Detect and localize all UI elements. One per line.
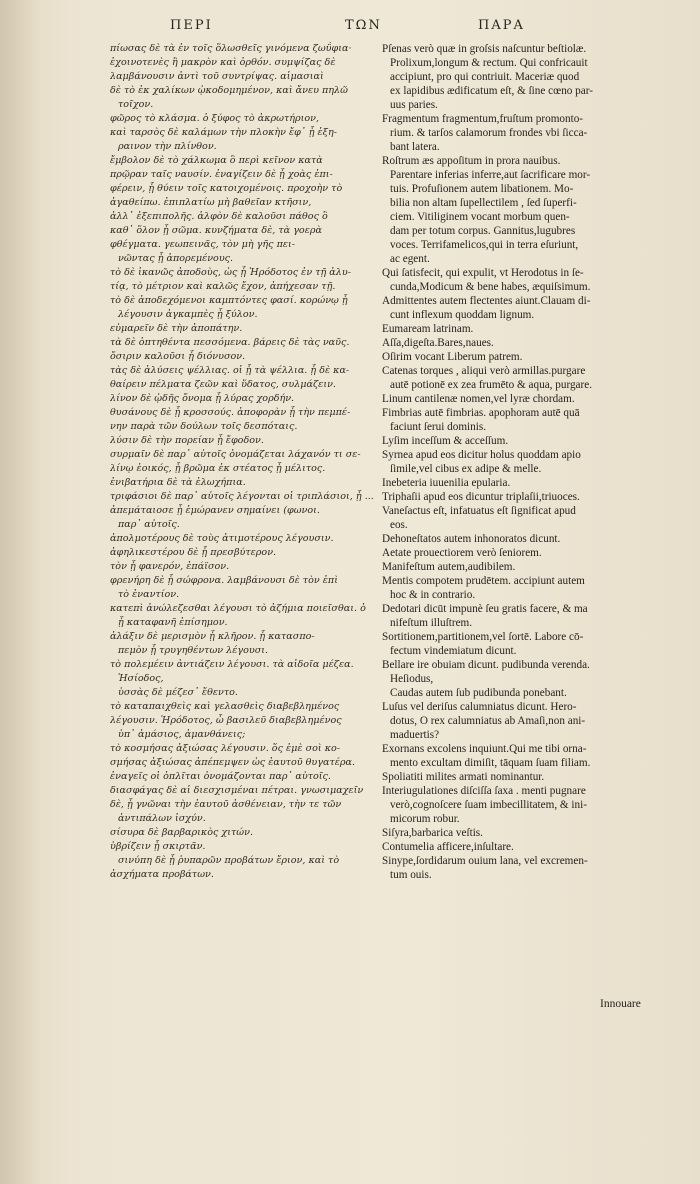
greek-line: ἐνιβατήρια δὲ τὰ ἐλωχήπια. bbox=[110, 477, 246, 488]
latin-line: ex lapidibus ædificatum eſt, & ſine cœno par- bbox=[390, 85, 593, 97]
latin-line: micorum robur. bbox=[390, 813, 460, 825]
greek-line: τὸ πολεμέειν ἀντιάζειν λέγουσι. τὰ αἰδοῖα μέζεα. bbox=[110, 659, 354, 670]
latin-line: Catenas torques , aliqui verò armillas.purgare bbox=[382, 365, 586, 377]
greek-line: ἀλάξιν δὲ μερισμὸν ᾗ κλῆρον. ᾗ κατασπο- bbox=[110, 631, 315, 642]
greek-line: τὸ δὲ ἀποδεχόμενοι καμπτόντες φασί. κορώνῳ ᾗ bbox=[110, 295, 348, 306]
latin-line: Contumelia afficere,inſultare. bbox=[382, 841, 514, 853]
latin-line: verò,cognoſcere ſuam imbecillitatem, & ini- bbox=[390, 799, 587, 811]
greek-line: ἀντιπάλων ἰσχύν. bbox=[118, 813, 206, 824]
latin-line: bant latera. bbox=[390, 141, 440, 153]
latin-line: Dehoneſtatos autem inhonoratos dicunt. bbox=[382, 533, 561, 545]
greek-line: λέγουσιν. Ἡρόδοτος, ὦ βασιλεῦ διαβεβλημένος bbox=[110, 715, 342, 726]
latin-line: Qui ſatisfecit, qui expulit, vt Herodotus in ſe- bbox=[382, 267, 584, 279]
greek-line: τοῖχον. bbox=[118, 99, 154, 110]
greek-line: σμήσας ἀξιώσας ἀπέπεμψεν ὡς ἑαυτοῦ θυγατέρα. bbox=[110, 757, 356, 768]
latin-line: accipiunt, pro qui contriuit. Maceriæ quod bbox=[390, 71, 580, 83]
greek-line: ἐναγεῖς οἱ ὁπλῖται ὀνομάζονται παρ᾽ αὐτοῖς. bbox=[110, 771, 331, 782]
greek-line: τὸ κοσμήσας ἀξιώσας λέγουσιν. ὅς ἐμὲ σοὶ κο- bbox=[110, 743, 341, 754]
greek-line: ραινον τὴν πλίνθον. bbox=[118, 141, 217, 152]
greek-line: ἀσχήματα προβάτων. bbox=[110, 869, 214, 880]
latin-line: Sinype,ſordidarum ouium lana, vel excremen- bbox=[382, 855, 588, 867]
latin-line: maduertis? bbox=[390, 729, 440, 741]
greek-line: φθέγματα. γεωπεινᾶς, τὸν μὴ γῆς πει- bbox=[110, 239, 296, 250]
header-left: ΠΕΡΙ bbox=[170, 18, 213, 33]
latin-line: tum ouis. bbox=[390, 869, 432, 881]
latin-line: Interiugulationes diſciſſa ſaxa . menti pugnare bbox=[382, 785, 586, 797]
latin-line: mento excultam dimiſit, tāquam ſuam filiam. bbox=[390, 757, 591, 769]
greek-line: λίνον δὲ ᾠδῆς ὄνομα ᾗ λύρας χορδήν. bbox=[110, 393, 295, 404]
latin-line: uus paries. bbox=[390, 99, 438, 111]
greek-line: τὸ ἐναντίον. bbox=[118, 589, 180, 600]
latin-line: Caudas autem ſub pudibunda ponebant. bbox=[390, 687, 567, 699]
greek-line: εὐμαρεῖν δὲ τὴν ἀποπάτην. bbox=[110, 323, 243, 334]
latin-line: Roſtrum æs appoſitum in prora nauibus. bbox=[382, 155, 561, 167]
greek-line: τριφάσιοι δὲ παρ᾽ αὐτοῖς λέγονται οἱ τριπλάσιοι, ᾗ ... bbox=[110, 491, 374, 502]
running-header bbox=[0, 18, 700, 42]
greek-line: φρενήρη δὲ ᾗ σώφρονα. λαμβάνουσι δὲ τὸν ἐπὶ bbox=[110, 575, 338, 586]
latin-line: autē potionē ex zea frumēto & aqua, purgare. bbox=[390, 379, 593, 391]
greek-line: θυσάνους δὲ ᾗ κροσσούς. ἀποφορὰν ᾗ τὴν πεμπέ- bbox=[110, 407, 351, 418]
header-right: ΠΑΡΑ bbox=[478, 18, 525, 33]
greek-line: φῶρος τὸ κλάσμα. ὁ ξύφος τὸ ἀκρωτήριον, bbox=[110, 113, 320, 124]
latin-line: dam per totum corpus. Gannitus,lugubres bbox=[390, 225, 576, 237]
latin-line: ac egent. bbox=[390, 253, 430, 265]
greek-line: πρῷραν ταῖς ναυσίν. ἐναγίζειν δὲ ᾗ χοὰς ἐπι- bbox=[110, 169, 333, 180]
latin-line: Triphaſii apud eos dicuntur triplaſii,triuoces. bbox=[382, 491, 580, 503]
greek-line: φέρειν, ᾗ θύειν τοῖς κατοιχομένοις. προχοὴν τὸ bbox=[110, 183, 343, 194]
latin-line: Manifeſtum autem,audibilem. bbox=[382, 561, 516, 573]
greek-line: ἀλλ᾽ ἐξεπιπολῆς. ἀλφὸν δὲ καλοῦσι πάθος ὃ bbox=[110, 211, 328, 222]
greek-line: ὑβρίζειν ᾗ σκιρτᾶν. bbox=[110, 841, 206, 852]
greek-line: ὑπ᾽ ἀμάσιος, ἀμανθάνεις; bbox=[118, 729, 246, 740]
greek-line: ὄσιριν καλοῦσι ᾗ διόνυσον. bbox=[110, 351, 246, 362]
greek-line: ἔμβολον δὲ τὸ χάλκωμα ὃ περὶ κεῖνον κατὰ bbox=[110, 155, 323, 166]
greek-line: σίσυρα δὲ βαρβαρικὸς χιτών. bbox=[110, 827, 254, 838]
greek-line: πεμὸν ᾗ τρυγηθέντων λέγουσι. bbox=[118, 645, 269, 656]
greek-line: διασφάγας δὲ αἱ διεσχισμέναι πέτραι. γνωσιμαχεῖν bbox=[110, 785, 364, 796]
greek-line: καὶ ταρσὸς δὲ καλάμων τὴν πλοκὴν ἔφ᾽ ᾗ ἐξη- bbox=[110, 127, 337, 138]
latin-line: Inebeteria iuuenilia epularia. bbox=[382, 477, 511, 489]
greek-line: λύσιν δὲ τὴν πορείαν ᾗ ἔφοδον. bbox=[110, 435, 264, 446]
greek-line: πίωσας δὲ τὰ ἐν τοῖς ὅλωσθεῖς γινόμενα ζωΰφια· bbox=[110, 43, 352, 54]
latin-line: Spoliatiti milites armati nominantur. bbox=[382, 771, 545, 783]
latin-line: hoc & in contrario. bbox=[390, 589, 476, 601]
latin-line: Parentare inferias inferre,aut ſacrificare mor- bbox=[390, 169, 591, 181]
greek-line: ἀγαθείπω. ἐπιπλατίω μὴ βαθεῖαν κτῆσιν, bbox=[110, 197, 312, 208]
latin-line: ciem. Vitiliginem vocant morbum quen- bbox=[390, 211, 570, 223]
header-middle: ΤΩΝ bbox=[345, 18, 382, 33]
latin-line: Syrnea apud eos dicitur holus quoddam apio bbox=[382, 449, 581, 461]
greek-line: συρμαῖν δὲ παρ᾽ αὐτοῖς ὀνομάζεται λάχανόν τι σε- bbox=[110, 449, 361, 460]
greek-line: δὲ τὸ ἐκ χαλίκων ᾠκοδομημένον, καὶ ἄνευ πηλῶ bbox=[110, 85, 348, 96]
greek-line: τὸ δὲ ἱκανῶς ἀποδοὺς, ὡς ᾗ Ἡρόδοτος ἐν τῇ ἀλυ- bbox=[110, 267, 351, 278]
latin-line: nifeſtum illuſtrem. bbox=[390, 617, 473, 629]
latin-line: fectum vindemiatum dicunt. bbox=[390, 645, 517, 657]
latin-line: Exornans excolens inquiunt.Qui me tibi orna- bbox=[382, 743, 587, 755]
latin-line: Pſenas verò quæ in groſsis naſcuntur beſtiolæ. bbox=[382, 43, 587, 55]
latin-line: cunda,Modicum & bene habes, æquiſsimum. bbox=[390, 281, 591, 293]
latin-line: faciunt ſerui dominis. bbox=[390, 421, 487, 433]
latin-line: Admittentes autem flectentes aiunt.Clauam di- bbox=[382, 295, 591, 307]
greek-line: τὸ καταπαιχθεὶς καὶ γελασθεὶς διαβεβλημένος bbox=[110, 701, 340, 712]
latin-column bbox=[382, 42, 644, 882]
latin-line: dotus, O rex calumniatus ab Amaſi,non ani- bbox=[390, 715, 586, 727]
greek-line: νην παρὰ τῶν δούλων τοῖς δεσπόταις. bbox=[110, 421, 298, 432]
latin-line: Mentis compotem prudētem. accipiunt autem bbox=[382, 575, 585, 587]
latin-line: Aetate prouectiorem verò ſeniorem. bbox=[382, 547, 542, 559]
latin-line: Sortitionem,partitionem,vel ſortē. Labore cō- bbox=[382, 631, 584, 643]
latin-line: Bellare ire obuiam dicunt. pudibunda verenda. bbox=[382, 659, 590, 671]
latin-line: Lyſim inceſſum & acceſſum. bbox=[382, 435, 509, 447]
latin-line: Luſus vel deriſus calumniatus dicunt. Hero- bbox=[382, 701, 577, 713]
greek-line: κατεπὶ ἀνώλεζεσθαι λέγουσι τὸ ἀζήμια ποιεῖσθαι. ὁ bbox=[110, 603, 366, 614]
greek-line: ἀπολμοτέρους δὲ τοὺς ἀτιμοτέρους λέγουσιν. bbox=[110, 533, 334, 544]
latin-line: Eumaream latrinam. bbox=[382, 323, 474, 335]
latin-line: Aſſa,digeſta.Bares,naues. bbox=[382, 337, 494, 349]
greek-line: σινύπη δὲ ᾗ ῥυπαρῶν προβάτων ἔριον, καὶ τὸ bbox=[118, 855, 340, 866]
greek-line: τίᾳ, τὸ μέτριον καὶ καλῶς ἔχον, ἀπήχεσαν τῇ. bbox=[110, 281, 336, 292]
greek-line: δὲ, ᾗ γνῶναι τὴν ἑαυτοῦ ἀσθένειαν, τὴν τε τῶν bbox=[110, 799, 342, 810]
greek-line: θαίρειν πέλματα ζεῶν καὶ ὕδατος, συλμάζειν. bbox=[110, 379, 336, 390]
latin-line: Siſyra,barbarica veſtis. bbox=[382, 827, 483, 839]
latin-line: Heſiodus, bbox=[390, 673, 434, 685]
greek-line: ἀφηλικεστέρου δὲ ᾗ πρεσβύτερον. bbox=[110, 547, 277, 558]
latin-line: Vaneſactus eſt, infatuatus eſt ſignificat apud bbox=[382, 505, 576, 517]
latin-line: bilia non altam ſupellectilem , ſed ſuperfi- bbox=[390, 197, 577, 209]
catchword: Innouare bbox=[600, 998, 641, 1010]
greek-line: ἐχοινοτενὲς ἢ μακρὸν καὶ ὀρθόν. συμψίζας δὲ bbox=[110, 57, 336, 68]
latin-line: Prolixum,longum & rectum. Qui confricauit bbox=[390, 57, 588, 69]
latin-line: cunt inflexum quoddam lignum. bbox=[390, 309, 535, 321]
greek-column bbox=[110, 42, 375, 882]
latin-line: Linum cantilenæ nomen,vel lyræ chordam. bbox=[382, 393, 575, 405]
latin-line: rium. & tarſos calamorum frondes vbi ſicca- bbox=[390, 127, 588, 139]
latin-line: ſimile,vel cibus ex adipe & melle. bbox=[390, 463, 542, 475]
latin-line: Fragmentum fragmentum,fruſtum promonto- bbox=[382, 113, 584, 125]
page-fold-shadow bbox=[0, 0, 40, 1184]
greek-line: Ἡσίοδος, bbox=[118, 673, 164, 684]
greek-line: ὑσσὰς δὲ μέζεσ᾽ ἔθεντο. bbox=[118, 687, 238, 698]
greek-line: ἀπεμάταιοσε ᾗ ἐμώρανεν σημαίνει (φωνοι. bbox=[110, 505, 320, 516]
latin-line: Dedotari dicūt impunè ſeu gratis facere, & ma bbox=[382, 603, 588, 615]
greek-line: νῶντας ᾗ ἀπορεμένους. bbox=[118, 253, 234, 264]
greek-line: τὰ δὲ ὀπτηθέντα πεσσόμενα. βάρεις δὲ τὰς ναῦς. bbox=[110, 337, 350, 348]
latin-line: Fimbrias autē fimbrias. apophoram autē quā bbox=[382, 407, 580, 419]
greek-line: τὰς δὲ ἁλύσεις ψέλλιας. οἱ ᾗ τὰ ψέλλια. ᾗ δὲ κα- bbox=[110, 365, 350, 376]
latin-line: Oſirim vocant Liberum patrem. bbox=[382, 351, 523, 363]
greek-line: καθ᾽ ὅλον ᾗ σῶμα. κυνζήματα δὲ, τὰ γοερὰ bbox=[110, 225, 322, 236]
greek-line: ᾗ καταφανῆ ἐπίσημον. bbox=[118, 617, 228, 628]
greek-line: τὸν ᾗ φανερόν, ἐπάϊσον. bbox=[110, 561, 230, 572]
latin-line: voces. Terrifamelicos,qui in terra eſuriunt, bbox=[390, 239, 579, 251]
latin-line: tuis. Profuſionem autem libationem. Mo- bbox=[390, 183, 574, 195]
latin-line: eos. bbox=[390, 519, 408, 531]
greek-line: λέγουσιν ἀγκαμπὲς ᾗ ξύλον. bbox=[118, 309, 258, 320]
greek-line: λίνῳ ἐοικός, ᾗ βρῶμα ἐκ στέατος ᾗ μέλιτος. bbox=[110, 463, 326, 474]
greek-line: παρ᾽ αὐτοῖς. bbox=[118, 519, 180, 530]
greek-line: λαμβάνουσιν ἀντὶ τοῦ συντρίψας. αἱμασιαὶ bbox=[110, 71, 324, 82]
